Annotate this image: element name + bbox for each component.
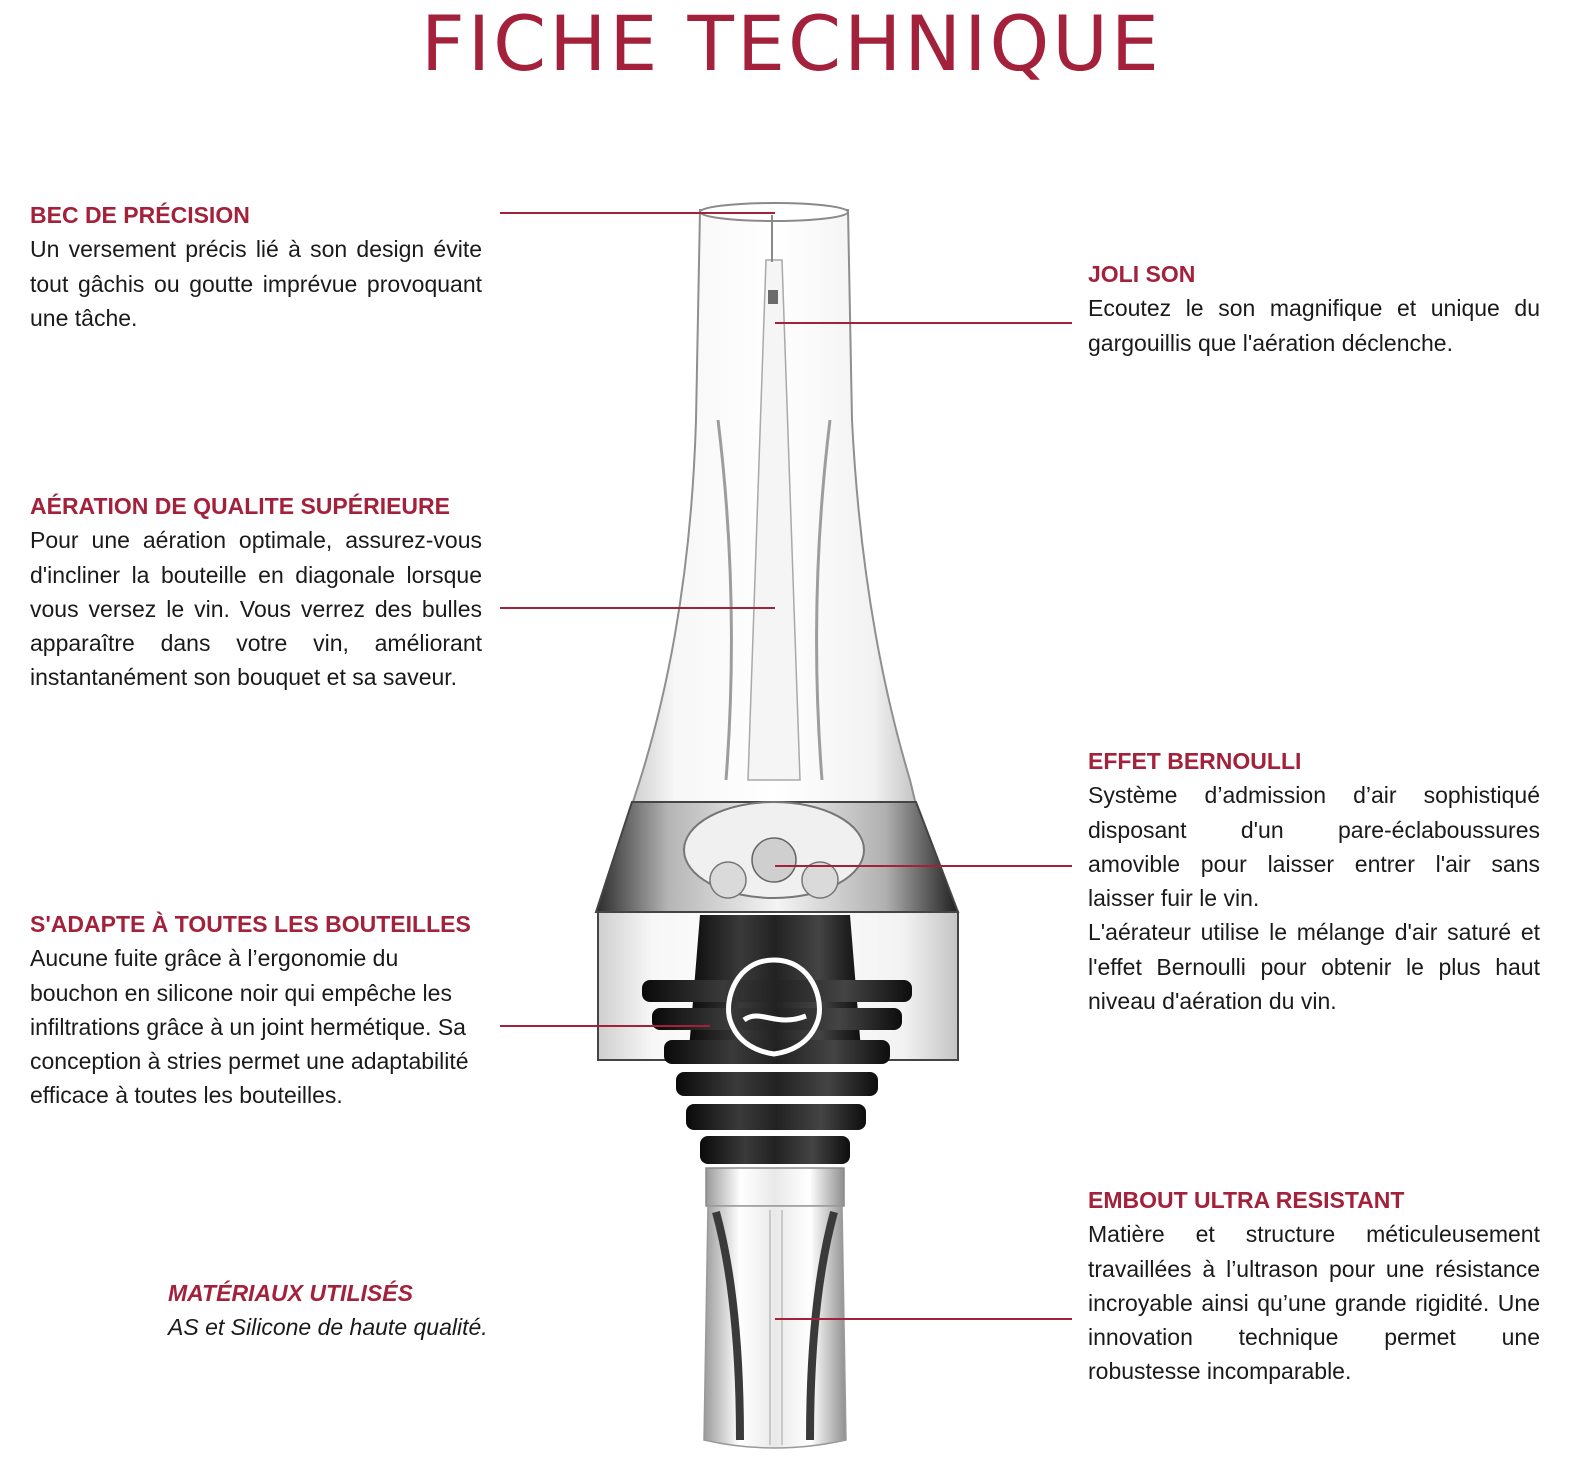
leader-line-adapte <box>500 1025 710 1027</box>
feature-joli-son <box>1088 257 1540 360</box>
feature-materiaux <box>168 1276 548 1345</box>
leader-line-aeration <box>500 607 775 609</box>
feature-title: EMBOUT ULTRA RESISTANT <box>1088 1187 1405 1213</box>
feature-text: AS et Silicone de haute qualité. <box>168 1314 488 1341</box>
leader-line-embout <box>775 1318 1072 1320</box>
feature-bernoulli <box>1088 744 1540 1018</box>
feature-text-2: L'aérateur utilise le mélange d'air saturé et l'effet Bernoulli pour obtenir le plus haut niveau d'aération du vin. <box>1088 919 1540 1015</box>
leader-line-joli-son <box>775 322 1072 324</box>
feature-embout <box>1088 1183 1540 1389</box>
leader-line-bec <box>500 212 775 214</box>
page-title: FICHE TECHNIQUE <box>421 0 1162 88</box>
leader-line-bernoulli <box>775 865 1072 867</box>
feature-title: S'ADAPTE À TOUTES LES BOUTEILLES <box>30 911 471 937</box>
feature-title: MATÉRIAUX UTILISÉS <box>168 1280 413 1306</box>
feature-text: Ecoutez le son magnifique et unique du gargouillis que l'aération déclenche. <box>1088 295 1540 356</box>
feature-title: AÉRATION DE QUALITE SUPÉRIEURE <box>30 493 450 519</box>
feature-title: JOLI SON <box>1088 261 1196 287</box>
wine-aerator-illustration <box>560 195 1020 1455</box>
feature-bec <box>30 198 482 335</box>
feature-title: EFFET BERNOULLI <box>1088 748 1302 774</box>
feature-title: BEC DE PRÉCISION <box>30 202 250 228</box>
feature-adapte <box>30 907 480 1113</box>
feature-text: Un versement précis lié à son design évite tout gâchis ou goutte imprévue provoquant une tâche. <box>30 236 482 331</box>
feature-aeration <box>30 489 482 695</box>
feature-text: Matière et structure méticuleusement travaillées à l’ultrason pour une résistance incroyable ainsi qu’une grande rigidité. Une innovation technique permet une robustesse incomparable. <box>1088 1221 1540 1385</box>
feature-text: Système d’admission d’air sophistiqué disposant d'un pare-éclaboussures amovible pour laisser entrer l'air sans laisser fuir le vin. <box>1088 782 1540 912</box>
feature-text: Pour une aération optimale, assurez-vous d'incliner la bouteille en diagonale lorsque vous versez le vin. Vous verrez des bulles apparaître dans votre vin, améliorant instantanément son bouquet et sa saveur. <box>30 527 482 691</box>
feature-text: Aucune fuite grâce à l’ergonomie du bouchon en silicone noir qui empêche les infiltrations grâce à un joint hermétique. Sa conception à stries permet une adaptabilité efficace à toutes les bouteilles. <box>30 945 469 1109</box>
